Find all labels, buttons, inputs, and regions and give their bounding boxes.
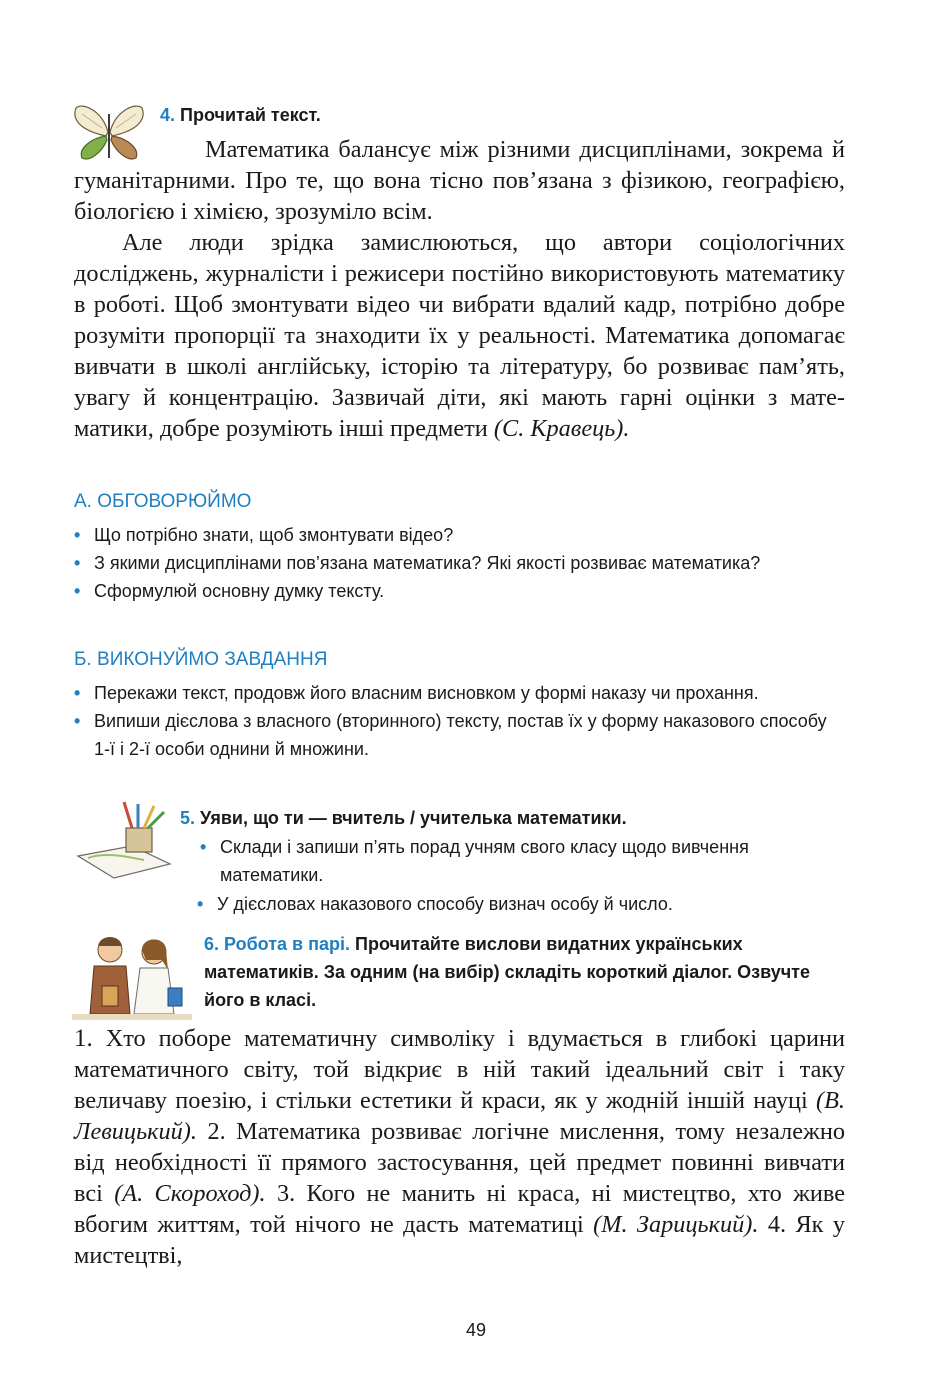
task4-paragraph-2: Але люди зрідка замислюються, що автори соціологічних досліджень, журналісти і режисери постійно використовують математику в роботі. Щоб змонтувати відео чи вибрати вдалий кадр, потрібно добре розуміти пропорції та знаходити їх у реальності. Математика допомагає вивчати в школі англійську, історію та літературу, бо розвиває пам’ять, увагу й концентрацію. Зазвичай діти, які мають гарні оцінки з математики, добре розуміють інші предмети (С. Кравець). <box>74 229 845 442</box>
quote-3-author: (М. Зарицький). <box>593 1211 759 1238</box>
task6-label: 6. Робота в парі. <box>204 934 351 954</box>
task4-author: (С. Кравець). <box>493 415 630 442</box>
task4-title: Прочитай текст. <box>180 105 321 125</box>
task4-text <box>74 134 845 444</box>
section-b-heading: Б. ВИКОНУЙМО ЗАВДАННЯ <box>74 649 328 670</box>
list-item: • Випиши дієслова з власного (вторинного) тексту, постав їх у форму наказового способу 1-ї і 2-ї особи однини й множини. <box>74 711 827 759</box>
list-item: • Що потрібно знати, щоб змонтувати відео? <box>74 525 454 545</box>
task6-title: Прочитайте вислови видатних українських математиків. За одним (на вибір) складіть короткий діалог. Озвучте його в класі. <box>204 934 811 1010</box>
task4-number: 4. <box>160 105 176 125</box>
task5-heading <box>180 805 627 831</box>
section-a-list <box>74 521 834 605</box>
quote-2-author: (А. Скороход). <box>114 1180 266 1207</box>
list-item: • З якими дисциплінами пов’язана математика? Які якості розвиває математика? <box>74 553 761 573</box>
drawing-supplies-icon <box>74 800 174 882</box>
task4-heading <box>160 102 321 128</box>
task5-number: 5. <box>180 808 196 828</box>
task6-quotes <box>74 1023 845 1271</box>
quote-1-author: (В. Левицький). <box>74 1087 845 1145</box>
task5-list-2 <box>197 890 817 918</box>
list-item: • Склади і запиши п’ять порад учням свого класу щодо вивчення математики. <box>200 837 749 885</box>
task6-heading <box>204 930 844 1014</box>
quote-1-number: 1. <box>74 1025 93 1052</box>
task5-title: Уяви, що ти — вчитель / учителька математики. <box>200 808 627 828</box>
list-item: • Сформулюй основну думку тексту. <box>74 581 385 601</box>
section-a-heading: А. ОБГОВОРЮЙМО <box>74 491 252 512</box>
list-item: • Перекажи текст, продовж його власним висновком у формі наказу чи прохання. <box>74 683 759 703</box>
task4-paragraph-1: Математика балансує між різними дисциплінами, зокрема й гуманітарними. Про те, що вона тісно пов’язана з фізикою, географією, біологією і хімією, зрозуміло всім. <box>74 136 845 225</box>
quotes-paragraph: 1. Хто поборе математичну символіку і вдумається в глибокі царини математичного світу, той відкриє в ній такий ідеальний світ і таку величаву поезію, і стільки естетики й краси, як у жодній іншій науці (В. Левицький). 2. Математика розвиває логічне мислення, тому незалежно від необхідності її прямого застосування, цей предмет повинні вивчати всі (А. Скороход). 3. Кого не манить ні краса, ні мистецтво, хто живе вбогим життям, той нічого не дасть математиці (М. Зарицький). 4. Як у мистецтві, <box>74 1025 846 1269</box>
page-number: 49 <box>465 1320 487 1340</box>
pair-of-students-icon <box>72 930 192 1022</box>
list-item: • У дієсловах наказового способу визнач особу й число. <box>197 894 673 914</box>
task5-list <box>200 833 800 889</box>
section-b-list <box>74 679 834 763</box>
